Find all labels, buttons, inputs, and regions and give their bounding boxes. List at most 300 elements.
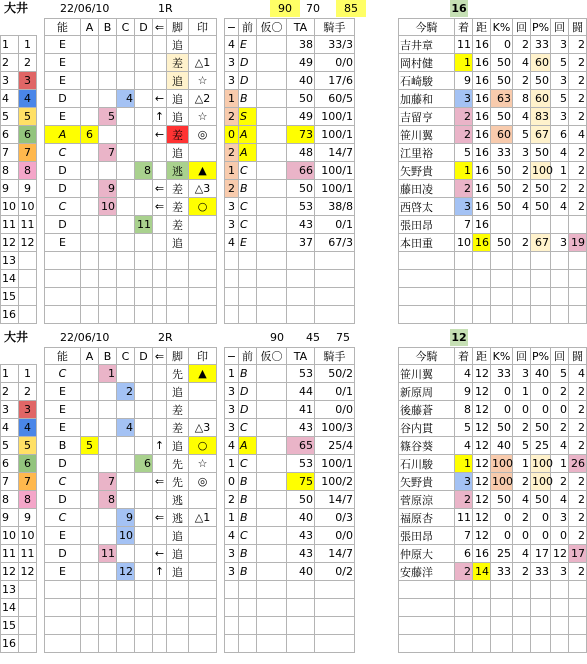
value-3: 85 <box>336 0 366 17</box>
k-count: 2 <box>513 563 531 581</box>
col-c <box>117 473 135 491</box>
finish-position: 3 <box>455 90 473 108</box>
previous-rank: B <box>239 563 257 581</box>
empty-cell <box>189 599 217 617</box>
previous-rank: C <box>239 527 257 545</box>
empty-cell <box>531 306 551 324</box>
fight-value <box>569 216 587 234</box>
column-header: TA <box>287 19 315 36</box>
table-row <box>1 545 587 563</box>
col-c <box>117 36 135 54</box>
provisional-mark <box>257 473 287 491</box>
distance: 16 <box>473 198 491 216</box>
empty-cell <box>399 288 455 306</box>
col-c <box>117 216 135 234</box>
k-percent: 50 <box>491 419 513 437</box>
row-number: 3 <box>1 72 19 90</box>
gate-number: 3 <box>19 72 37 90</box>
fight-value: 2 <box>569 401 587 419</box>
table-row <box>1 383 587 401</box>
arrow-mark <box>153 234 167 252</box>
row-number: 12 <box>1 234 19 252</box>
k-percent: 50 <box>491 180 513 198</box>
column-header: 能 <box>45 19 81 36</box>
empty-cell <box>531 635 551 653</box>
row-number: 16 <box>1 306 19 324</box>
value-3: 75 <box>336 331 350 344</box>
empty-cell <box>473 288 491 306</box>
k-count: 0 <box>513 527 531 545</box>
provisional-mark <box>257 198 287 216</box>
row-number: 3 <box>1 401 19 419</box>
empty-cell <box>153 252 167 270</box>
k-percent: 50 <box>491 108 513 126</box>
col-d <box>135 437 153 455</box>
empty-cell <box>153 270 167 288</box>
k-count: 4 <box>513 108 531 126</box>
p-count: 0 <box>551 527 569 545</box>
p-percent: 100 <box>531 455 551 473</box>
running-style: 先 <box>167 455 189 473</box>
empty-cell <box>569 599 587 617</box>
empty-cell <box>569 306 587 324</box>
column-header: 脚 <box>167 19 189 36</box>
arrow-mark <box>153 383 167 401</box>
empty-cell <box>189 581 217 599</box>
arrow-mark: ⇐ <box>153 473 167 491</box>
fight-value: 2 <box>569 527 587 545</box>
previous-rank: B <box>239 180 257 198</box>
current-jockey: 福原杏 <box>399 509 455 527</box>
col-a <box>81 401 99 419</box>
empty-cell <box>135 270 153 288</box>
finish-position: 4 <box>455 437 473 455</box>
col-c <box>117 491 135 509</box>
jockey-odds: 17/6 <box>315 72 355 90</box>
col-a <box>81 383 99 401</box>
k-percent: 63 <box>491 90 513 108</box>
finish-position: 8 <box>455 401 473 419</box>
k-count: 3 <box>513 144 531 162</box>
provisional-mark <box>257 527 287 545</box>
fight-value: 2 <box>569 473 587 491</box>
empty-cell <box>287 581 315 599</box>
gate-number: 7 <box>19 473 37 491</box>
running-style: 差 <box>167 401 189 419</box>
finish-position: 2 <box>455 126 473 144</box>
empty-cell <box>81 617 99 635</box>
minus-value: 3 <box>225 563 239 581</box>
table-row <box>1 635 587 653</box>
empty-cell <box>513 306 531 324</box>
fight-value: 19 <box>569 234 587 252</box>
previous-rank: B <box>239 473 257 491</box>
empty-cell <box>531 252 551 270</box>
k-count: 2 <box>513 162 531 180</box>
row-number: 15 <box>1 288 19 306</box>
col-a <box>81 365 99 383</box>
empty-cell <box>257 599 287 617</box>
column-header: 騎手 <box>315 348 355 365</box>
ability-rank: C <box>45 144 81 162</box>
gate-number: 5 <box>19 108 37 126</box>
finish-position: 2 <box>455 491 473 509</box>
empty-cell <box>513 581 531 599</box>
p-percent: 100 <box>531 473 551 491</box>
prediction-mark: ☆ <box>189 455 217 473</box>
jockey-odds: 100/1 <box>315 180 355 198</box>
column-header: 騎手 <box>315 19 355 36</box>
column-header: − <box>225 19 239 36</box>
ta-value: 40 <box>287 72 315 90</box>
k-count: 2 <box>513 36 531 54</box>
table-row <box>1 365 587 383</box>
prediction-mark: ▲ <box>189 365 217 383</box>
k-percent: 0 <box>491 401 513 419</box>
empty-cell <box>473 635 491 653</box>
minus-value: 1 <box>225 509 239 527</box>
arrow-mark: ← <box>153 126 167 144</box>
col-a <box>81 36 99 54</box>
prediction-mark <box>189 545 217 563</box>
column-header: 回 <box>513 19 531 36</box>
empty-cell <box>569 288 587 306</box>
distance: 16 <box>473 144 491 162</box>
empty-cell <box>315 288 355 306</box>
table-row <box>1 144 587 162</box>
value-2: 70 <box>306 2 320 15</box>
jockey-odds: 14/7 <box>315 545 355 563</box>
jockey-odds: 38/8 <box>315 198 355 216</box>
table-row <box>1 126 587 144</box>
running-style: 追 <box>167 437 189 455</box>
jockey-odds: 25/4 <box>315 437 355 455</box>
col-d <box>135 545 153 563</box>
ability-rank: D <box>45 180 81 198</box>
k-percent: 33 <box>491 563 513 581</box>
empty-cell <box>225 635 239 653</box>
minus-value: 3 <box>225 72 239 90</box>
ta-value: 49 <box>287 54 315 72</box>
empty-cell <box>81 270 99 288</box>
p-percent: 17 <box>531 545 551 563</box>
col-c: 2 <box>117 383 135 401</box>
empty-cell <box>531 599 551 617</box>
jockey-odds: 33/3 <box>315 36 355 54</box>
col-d: 8 <box>135 162 153 180</box>
empty-cell <box>551 288 569 306</box>
minus-value: 2 <box>225 491 239 509</box>
col-a <box>81 198 99 216</box>
empty-cell <box>45 252 81 270</box>
col-a <box>81 527 99 545</box>
empty-cell <box>513 617 531 635</box>
row-number: 10 <box>1 198 19 216</box>
previous-rank: A <box>239 144 257 162</box>
p-percent: 33 <box>531 36 551 54</box>
minus-value: 4 <box>225 234 239 252</box>
empty-cell <box>99 635 117 653</box>
col-a <box>81 108 99 126</box>
arrow-mark <box>153 455 167 473</box>
arrow-mark: ⇐ <box>153 180 167 198</box>
empty-cell <box>455 252 473 270</box>
table-row <box>1 72 587 90</box>
p-percent: 0 <box>531 509 551 527</box>
empty-cell <box>551 306 569 324</box>
empty-cell <box>225 581 239 599</box>
provisional-mark <box>257 72 287 90</box>
gate-number: 9 <box>19 509 37 527</box>
empty-cell <box>189 270 217 288</box>
row-number: 13 <box>1 581 19 599</box>
prediction-mark <box>189 234 217 252</box>
finish-position: 10 <box>455 234 473 252</box>
col-c: 12 <box>117 563 135 581</box>
provisional-mark <box>257 216 287 234</box>
prediction-mark <box>189 36 217 54</box>
minus-value: 1 <box>225 162 239 180</box>
ability-rank: D <box>45 90 81 108</box>
empty-cell <box>569 252 587 270</box>
col-d <box>135 383 153 401</box>
col-d <box>135 198 153 216</box>
distance: 12 <box>473 437 491 455</box>
row-number: 16 <box>1 635 19 653</box>
ability-rank: D <box>45 491 81 509</box>
race-header <box>0 0 578 18</box>
empty-cell <box>287 270 315 288</box>
column-header: B <box>99 19 117 36</box>
k-percent: 0 <box>491 509 513 527</box>
col-b <box>99 563 117 581</box>
finish-position: 1 <box>455 455 473 473</box>
empty-cell <box>239 288 257 306</box>
empty-cell <box>239 581 257 599</box>
p-count: 5 <box>551 365 569 383</box>
col-b: 5 <box>99 108 117 126</box>
finish-position: 9 <box>455 383 473 401</box>
finish-position: 5 <box>455 144 473 162</box>
empty-cell <box>167 581 189 599</box>
running-style: 追 <box>167 234 189 252</box>
row-number: 7 <box>1 473 19 491</box>
p-count: 2 <box>551 473 569 491</box>
col-c <box>117 72 135 90</box>
column-header: P% <box>532 349 550 363</box>
minus-value: 3 <box>225 401 239 419</box>
empty-cell <box>399 599 455 617</box>
running-style: 差 <box>167 216 189 234</box>
distance: 16 <box>473 180 491 198</box>
current-jockey: 岡村健 <box>399 54 455 72</box>
current-jockey: 石崎駿 <box>399 72 455 90</box>
row-number: 13 <box>1 252 19 270</box>
running-style: 逃 <box>167 162 189 180</box>
col-b <box>99 234 117 252</box>
ability-rank: C <box>45 198 81 216</box>
arrow-mark: ⇐ <box>153 509 167 527</box>
k-percent: 50 <box>491 54 513 72</box>
empty-cell <box>287 252 315 270</box>
arrow-mark: ⇐ <box>153 198 167 216</box>
prediction-mark: △2 <box>189 90 217 108</box>
prediction-mark <box>189 491 217 509</box>
empty-cell <box>491 581 513 599</box>
gate-number <box>19 635 37 653</box>
venue-label: 大井 <box>4 1 29 15</box>
empty-cell <box>45 288 81 306</box>
ta-value: 73 <box>287 126 315 144</box>
column-header: 距 <box>473 348 491 365</box>
current-jockey: 仲原大 <box>399 545 455 563</box>
fight-value: 2 <box>569 509 587 527</box>
empty-cell <box>399 270 455 288</box>
k-count: 4 <box>513 545 531 563</box>
empty-cell <box>257 581 287 599</box>
k-count: 1 <box>513 383 531 401</box>
row-number: 11 <box>1 545 19 563</box>
empty-cell <box>81 599 99 617</box>
current-jockey: 張田昂 <box>399 216 455 234</box>
provisional-mark <box>257 563 287 581</box>
minus-value: 1 <box>225 90 239 108</box>
k-count: 5 <box>513 126 531 144</box>
row-number: 4 <box>1 419 19 437</box>
table-row <box>1 581 587 599</box>
provisional-mark <box>257 36 287 54</box>
k-percent: 50 <box>491 198 513 216</box>
running-style: 追 <box>167 527 189 545</box>
running-style: 追 <box>167 72 189 90</box>
finish-position: 9 <box>455 72 473 90</box>
p-count: 3 <box>551 36 569 54</box>
p-count: 2 <box>551 180 569 198</box>
ta-value: 44 <box>287 383 315 401</box>
ability-rank: E <box>45 527 81 545</box>
row-number: 9 <box>1 509 19 527</box>
col-c <box>117 365 135 383</box>
arrow-mark <box>153 401 167 419</box>
fight-value: 2 <box>569 180 587 198</box>
empty-cell <box>153 581 167 599</box>
column-header: 今騎 <box>399 348 455 365</box>
column-header: 距 <box>473 19 491 36</box>
empty-cell <box>399 581 455 599</box>
gate-number: 10 <box>19 527 37 545</box>
col-c <box>117 162 135 180</box>
empty-cell <box>45 635 81 653</box>
current-jockey: 矢野貴 <box>399 162 455 180</box>
column-header: 闘 <box>569 348 587 365</box>
col-b <box>99 455 117 473</box>
p-count: 6 <box>551 126 569 144</box>
empty-cell <box>257 635 287 653</box>
column-header: K% <box>491 19 513 36</box>
current-jockey: 吉井章 <box>399 36 455 54</box>
arrow-mark: ↑ <box>153 437 167 455</box>
empty-cell <box>81 581 99 599</box>
ta-value: 75 <box>287 473 315 491</box>
fight-value: 2 <box>569 437 587 455</box>
distance: 12 <box>473 383 491 401</box>
empty-cell <box>81 635 99 653</box>
value-1: 90 <box>270 0 300 17</box>
k-percent: 100 <box>491 473 513 491</box>
column-header: 闘 <box>569 19 587 36</box>
col-d <box>135 401 153 419</box>
jockey-odds: 100/1 <box>315 455 355 473</box>
col-a <box>81 419 99 437</box>
distance: 16 <box>473 234 491 252</box>
fight-value: 2 <box>569 36 587 54</box>
finish-position: 5 <box>455 419 473 437</box>
race-date: 22/06/10 <box>60 2 110 15</box>
row-number: 12 <box>1 563 19 581</box>
column-header: D <box>135 348 153 365</box>
empty-cell <box>473 617 491 635</box>
k-percent: 33 <box>491 144 513 162</box>
jockey-odds: 50/2 <box>315 365 355 383</box>
column-header: 前 <box>239 348 257 365</box>
fight-value: 4 <box>569 365 587 383</box>
ta-value: 43 <box>287 545 315 563</box>
value-2: 45 <box>306 331 320 344</box>
ta-value: 53 <box>287 365 315 383</box>
value-4: 16 <box>451 2 467 15</box>
gate-number: 6 <box>19 126 37 144</box>
col-d <box>135 144 153 162</box>
prediction-mark <box>189 527 217 545</box>
arrow-mark: ← <box>153 90 167 108</box>
gate-number: 8 <box>19 491 37 509</box>
row-number: 15 <box>1 617 19 635</box>
provisional-mark <box>257 90 287 108</box>
previous-rank: D <box>239 383 257 401</box>
previous-rank: D <box>239 401 257 419</box>
empty-cell <box>81 252 99 270</box>
empty-cell <box>491 270 513 288</box>
p-percent: 67 <box>531 234 551 252</box>
col-c <box>117 180 135 198</box>
finish-position: 11 <box>455 36 473 54</box>
ta-value: 50 <box>287 491 315 509</box>
running-style: 追 <box>167 383 189 401</box>
p-percent: 33 <box>531 563 551 581</box>
empty-cell <box>117 599 135 617</box>
provisional-mark <box>257 545 287 563</box>
ability-rank: E <box>45 234 81 252</box>
running-style: 追 <box>167 545 189 563</box>
gate-number: 3 <box>19 401 37 419</box>
empty-cell <box>315 617 355 635</box>
empty-cell <box>315 635 355 653</box>
arrow-mark: ↑ <box>153 563 167 581</box>
col-a <box>81 234 99 252</box>
ability-rank: D <box>45 216 81 234</box>
empty-cell <box>315 306 355 324</box>
ability-rank: B <box>45 437 81 455</box>
empty-cell <box>135 599 153 617</box>
col-c: 4 <box>117 419 135 437</box>
row-number: 2 <box>1 383 19 401</box>
arrow-mark <box>153 419 167 437</box>
empty-cell <box>287 599 315 617</box>
column-header: 着 <box>455 19 473 36</box>
ta-value: 53 <box>287 455 315 473</box>
running-style: 追 <box>167 563 189 581</box>
column-header: 前 <box>239 19 257 36</box>
